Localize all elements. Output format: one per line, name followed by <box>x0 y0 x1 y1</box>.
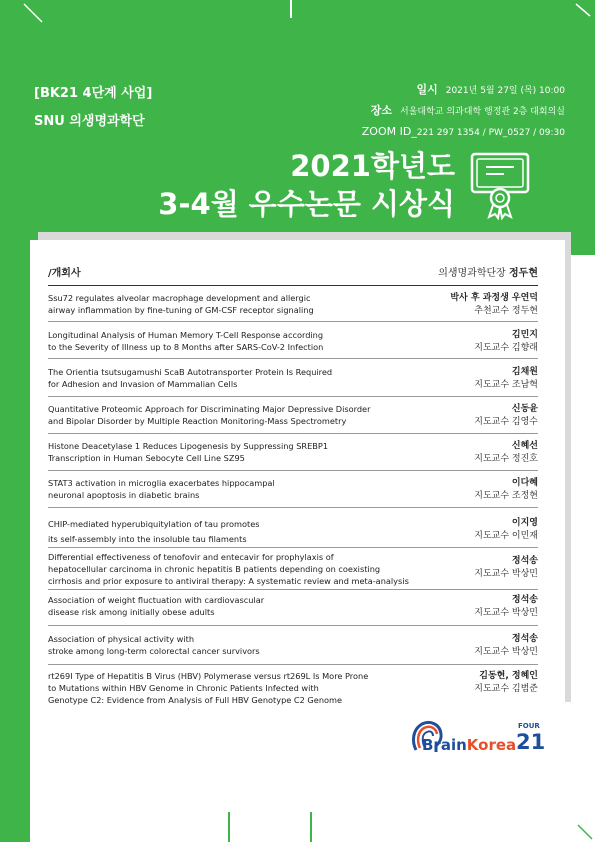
awardee: 이다혜 지도교수 조정현 <box>474 478 538 501</box>
divider <box>48 285 538 286</box>
divider <box>48 664 538 665</box>
paper-title: Quantitative Proteomic Approach for Discriminating Major Depressive Disorder and Bipolar Disorder by Multiple Reaction Monitoring-Mass Spectrometry <box>48 404 371 426</box>
awardee: 김채원 지도교수 조남혁 <box>474 367 538 390</box>
green-left-band <box>0 250 30 842</box>
brainkorea21-logo <box>410 718 550 758</box>
paper-title: Association of physical activity with stroke among long-term colorectal cancer survivors <box>48 634 260 656</box>
awardee: 김동현, 정혜인 지도교수 김범준 <box>474 671 538 694</box>
paper-title: The Orientia tsutsugamushi ScaB Autotransporter Protein Is Required for Adhesion and Invasion of Mammalian Cells <box>48 367 333 389</box>
divider <box>48 396 538 397</box>
program-label: [BK21 4단계 사업] <box>34 86 153 101</box>
awardee: 정석송 지도교수 박상민 <box>474 634 538 657</box>
divider <box>48 547 538 548</box>
decor-diagonal <box>30 812 50 832</box>
paper-title: Histone Deacetylase 1 Reduces Lipogenesis by Suppressing SREBP1 Transcription in Human Sebocyte Cell Line SZ95 <box>48 441 329 463</box>
decor-diagonal <box>575 822 595 842</box>
decor-line <box>228 812 230 842</box>
opening-address-row <box>48 264 538 284</box>
decor-diagonal <box>570 0 595 20</box>
paper-title: Differential effectiveness of tenofovir and entecavir for prophylaxis of hepatocellular carcinoma in chronic hepatitis B patients depending on coexisting cirrhosis and prior exposure to antiviral therapy: A systematic review and meta-analysis <box>48 552 409 586</box>
awardee: 이지영 지도교수 이민재 <box>474 518 538 541</box>
divider <box>48 433 538 434</box>
decor-line <box>290 0 292 18</box>
zoom-line: ZOOM ID_221 297 1354 / PW_0527 / 09:30 <box>361 125 565 138</box>
awardee: 박사 후 과정생 우연덕 추천교수 정두현 <box>450 293 538 316</box>
department-label: SNU 의생명과학단 <box>34 114 145 129</box>
decor-line <box>310 812 312 842</box>
divider <box>48 358 538 359</box>
awardee: 김민지 지도교수 김향래 <box>474 330 538 353</box>
title-line2: 3-4월 우수논문 시상식 <box>158 187 455 221</box>
paper-title: STAT3 activation in microglia exacerbates hippocampal neuronal apoptosis in diabetic brains <box>48 478 275 500</box>
awardee: 신동윤 지도교수 김영수 <box>474 404 538 427</box>
date-line: 일시 2021년 5월 27일 (목) 10:00 <box>416 83 565 96</box>
awardee: 정석송 지도교수 박상민 <box>474 595 538 618</box>
divider <box>48 507 538 508</box>
logo-four: FOUR <box>518 722 540 730</box>
header-right <box>362 80 565 143</box>
paper-title: CHIP-mediated hyperubiquitylation of tau promotes its self-assembly into the insoluble tau filaments <box>48 519 260 544</box>
paper-title: Ssu72 regulates alveolar macrophage development and allergic airway inflammation by fine-tuning of GM-CSF receptor signaling <box>48 293 314 315</box>
event-title <box>158 147 455 223</box>
paper-title: Association of weight fluctuation with cardiovascular disease risk among initially obese adults <box>48 595 265 617</box>
opening-address-label: /개회사 <box>48 268 81 279</box>
place-line: 장소 서울대학교 의과대학 행정관 2층 대회의실 <box>370 104 565 117</box>
paper-title: rt269I Type of Hepatitis B Virus (HBV) Polymerase versus rt269L Is More Prone to Mutations within HBV Genome in Chronic Patients Infected with Genotype C2: Evidence from Analysis of Full HBV Genotype C2 Genome <box>48 671 369 705</box>
certificate-icon <box>468 150 532 220</box>
divider <box>48 470 538 471</box>
title-line1: 2021학년도 <box>290 149 455 183</box>
logo-number: 21 <box>516 730 546 754</box>
awardee: 정석송 지도교수 박상민 <box>474 556 538 579</box>
divider <box>48 589 538 590</box>
paper-title: Longitudinal Analysis of Human Memory T-Cell Response according to the Severity of Illness up to 8 Months after SARS-CoV-2 Infection <box>48 330 324 352</box>
header-left <box>34 80 152 136</box>
host-info: 의생명과학단장 정두현 <box>438 268 538 279</box>
awardee: 신혜선 지도교수 정진호 <box>474 441 538 464</box>
logo-wordmark: BrainKorea <box>422 736 517 754</box>
decor-diagonal <box>20 0 50 30</box>
divider <box>48 321 538 322</box>
divider <box>48 625 538 626</box>
